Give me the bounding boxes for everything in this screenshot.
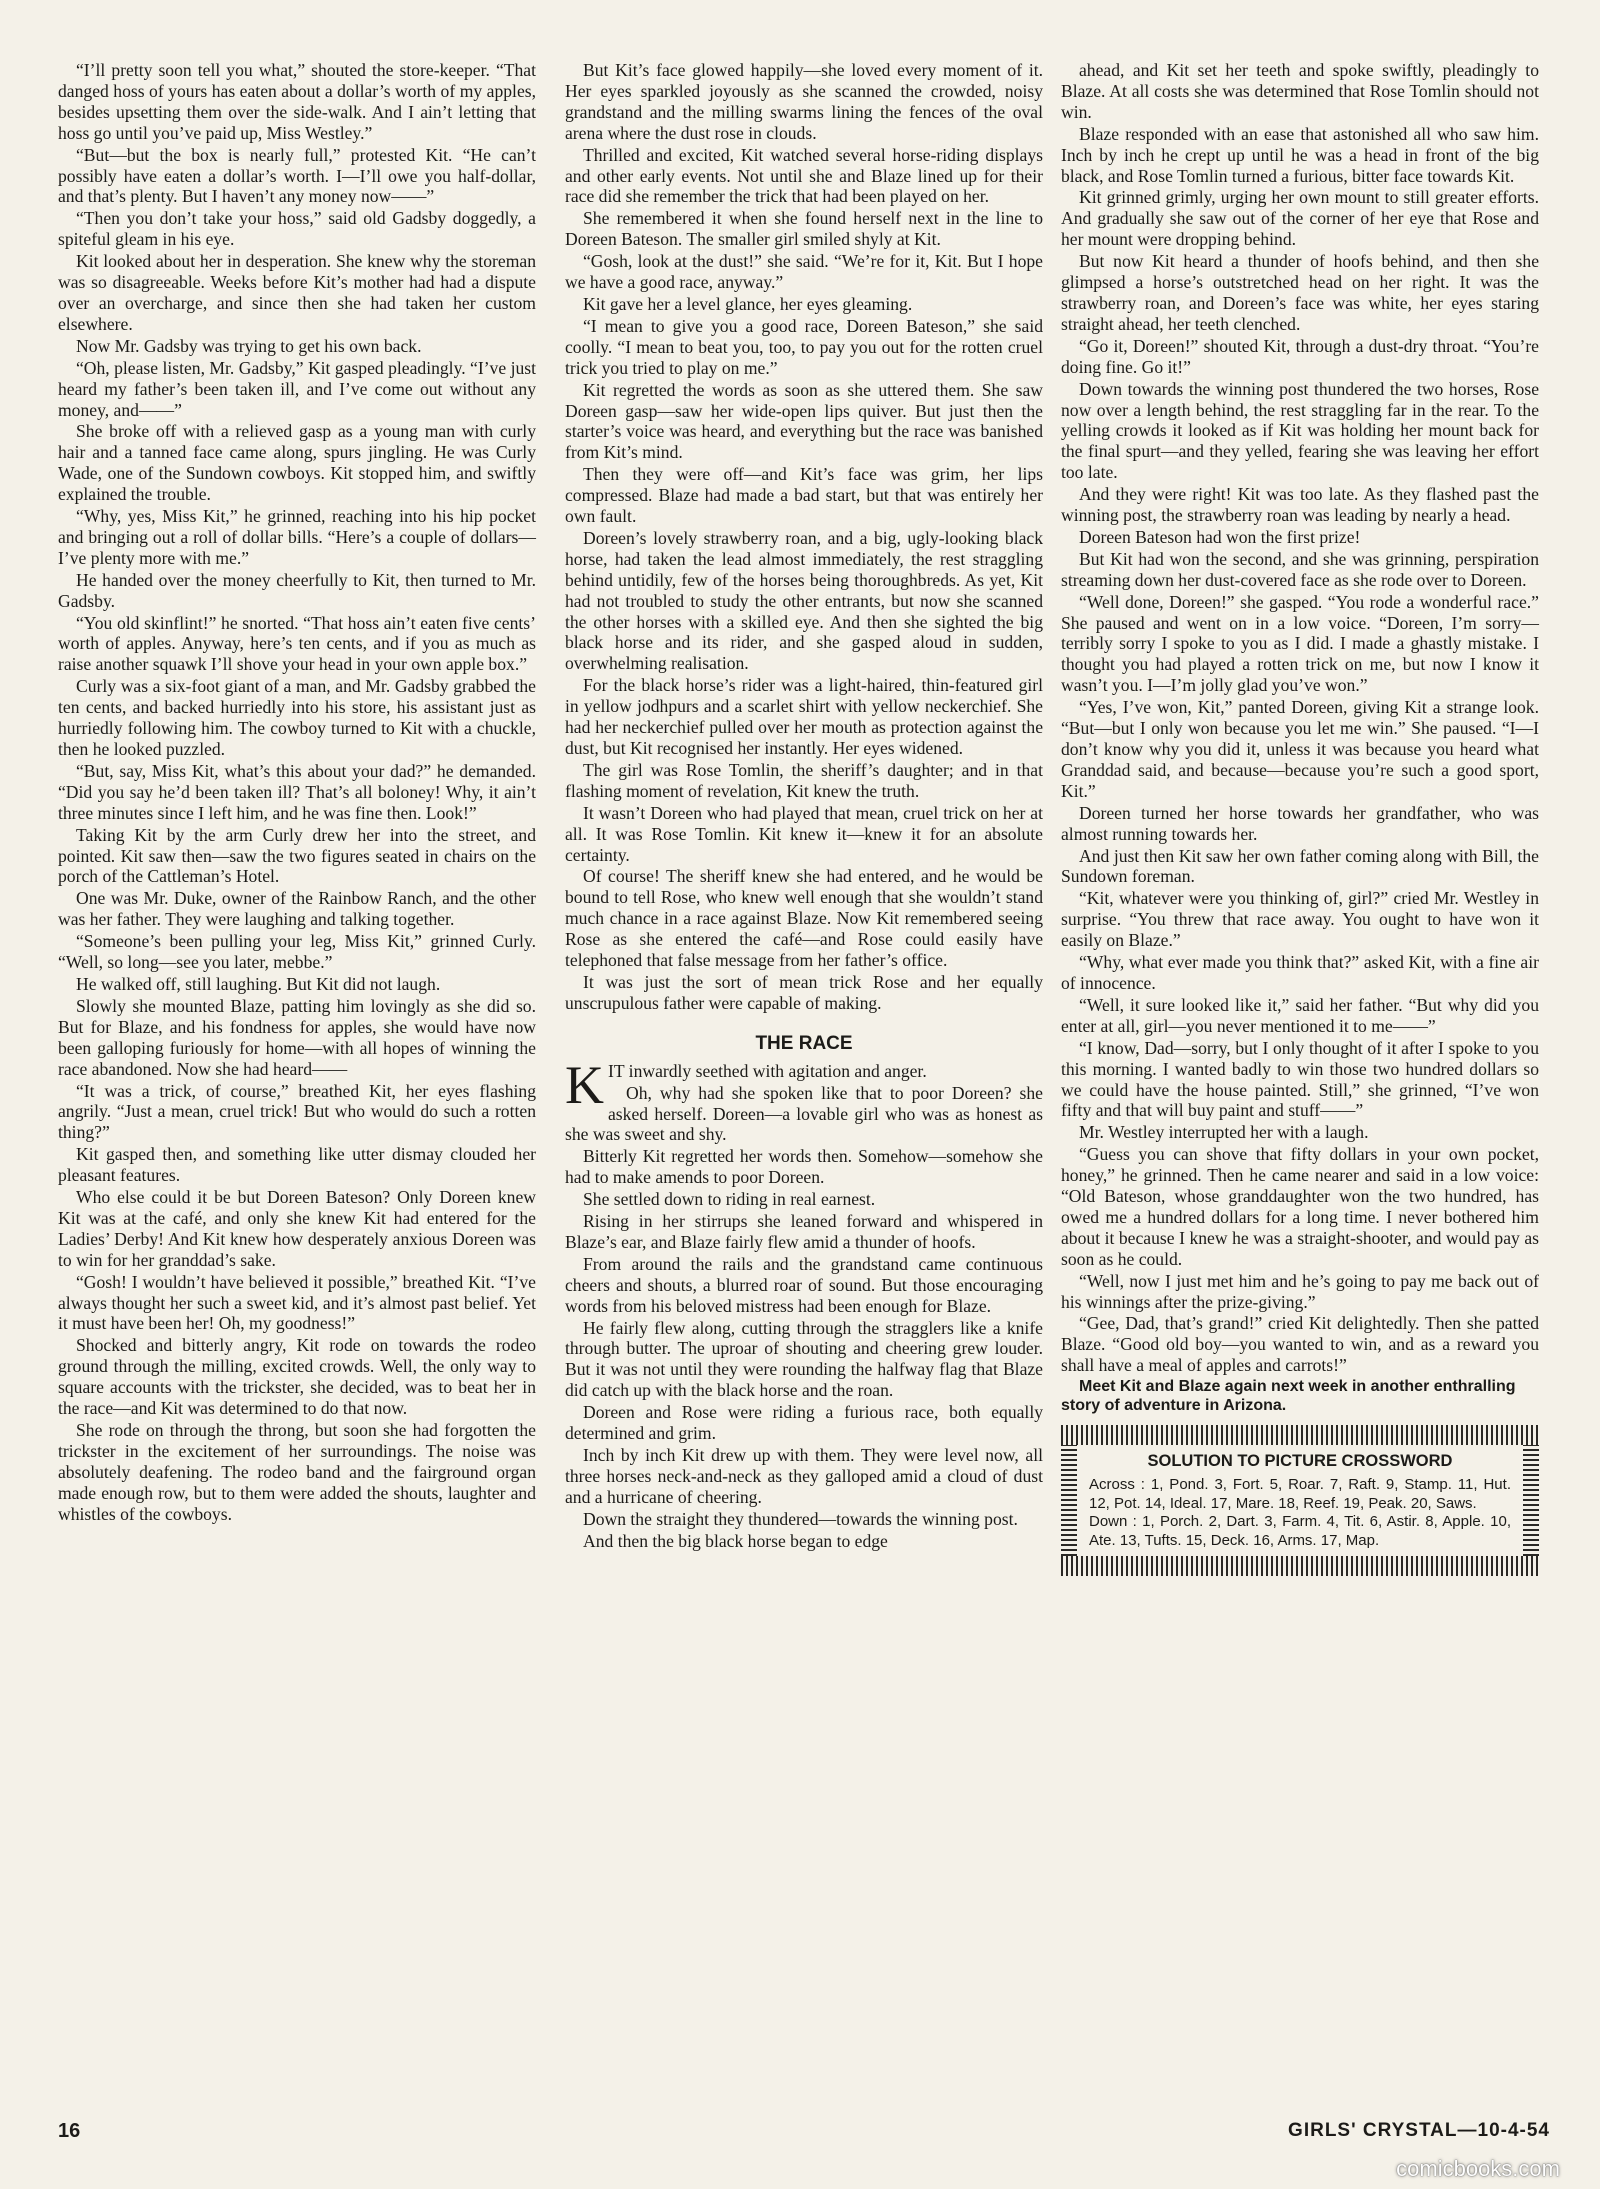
- story-paragraph: Slowly she mounted Blaze, patting him lovingly as she did so. But for Blaze, and his fondness for apples, she would have now been galloping furiously for home—with all hopes of winning the race abandoned. Now she had heard——: [58, 995, 536, 1079]
- story-paragraph: “Why, what ever made you think that?” asked Kit, with a fine air of innocence.: [1061, 952, 1539, 993]
- story-paragraph: She remembered it when she found herself next in the line to Doreen Bateson. The smaller girl smiled shyly at Kit.: [565, 208, 1043, 250]
- story-paragraph: “Then you don’t take your hoss,” said old Gadsby doggedly, a spiteful gleam in his eye.: [58, 208, 536, 250]
- story-paragraph: “But, say, Miss Kit, what’s this about your dad?” he demanded. “Did you say he’d been taken ill? That’s all boloney! Why, it ain’t three minutes since I left him, and he was fine then. Look!”: [58, 760, 536, 823]
- story-paragraph: “Oh, please listen, Mr. Gadsby,” Kit gasped pleadingly. “I’ve just heard my father’s been taken ill, and I’ve come out without any money, and——”: [58, 357, 536, 420]
- next-week-teaser: Meet Kit and Blaze again next week in another enthralling story of adventure in Arizona.: [1061, 1378, 1516, 1415]
- box-right-border: [1523, 1445, 1539, 1556]
- story-paragraph: Doreen’s lovely strawberry roan, and a big, ugly-looking black horse, had taken the lead almost immediately, the rest straggling behind untidily, few of the horses being thoroughbreds. As yet, Kit had not troubled to study the other entrants, but now she scanned the other horses with a skilled eye. And then she sighted the big black horse and its rider, and she gasped aloud in sudden, overwhelming realisation.: [565, 527, 1043, 674]
- story-paragraph: It was just the sort of mean trick Rose and her equally unscrupulous father were capable of making.: [565, 971, 1043, 1013]
- story-paragraph: Curly was a six-foot giant of a man, and Mr. Gadsby grabbed the ten cents, and backed hurriedly into his store, his assistant just as hurriedly following him. The cowboy turned to Kit with a chuckle, then he looked puzzled.: [58, 676, 536, 759]
- story-paragraph: Oh, why had she spoken like that to poor Doreen? she asked herself. Doreen—a lovable girl who was as honest as she was sweet and shy.: [565, 1082, 1043, 1145]
- story-paragraph: But Kit’s face glowed happily—she loved every moment of it. Her eyes sparkled joyously as she scanned the crowded, noisy grandstand and the milling swarms lining the fences of the oval arena where the dust rose in clouds.: [565, 60, 1043, 143]
- story-paragraph: She settled down to riding in real earnest.: [583, 1189, 876, 1210]
- drop-cap: K: [565, 1054, 604, 1115]
- story-paragraph: “Well, now I just met him and he’s going to pay me back out of his winnings after the prize-giving.”: [1061, 1270, 1539, 1312]
- story-paragraph: The girl was Rose Tomlin, the sheriff’s daughter; and in that flashing moment of revelation, Kit knew the truth.: [565, 759, 1043, 801]
- story-column-2: [565, 60, 1043, 1553]
- story-paragraph: Kit gasped then, and something like utter dismay clouded her pleasant features.: [58, 1144, 536, 1186]
- story-paragraph: “Kit, whatever were you thinking of, girl?” cried Mr. Westley in surprise. “You threw that race away. You ought to have won it easily on Blaze.”: [1061, 888, 1539, 951]
- story-paragraph: And they were right! Kit was too late. As they flashed past the winning post, the strawberry roan was leading by nearly a head.: [1061, 484, 1539, 526]
- story-paragraph: Doreen turned her horse towards her grandfather, who was almost running towards her.: [1061, 802, 1539, 844]
- story-paragraph: Mr. Westley interrupted her with a laugh.: [1079, 1122, 1369, 1143]
- story-paragraph: Blaze responded with an ease that astonished all who saw him. Inch by inch he crept up until he was a head in front of the big black, and Rose Tomlin turned a furious, bitter face towards Kit.: [1061, 123, 1539, 186]
- story-paragraph: Shocked and bitterly angry, Kit rode on towards the rodeo ground through the milling, excited crowds. Well, the only way to square accounts with the trickster, she decided, was to beat her in the race—and Kit was determined to do that now.: [58, 1335, 536, 1419]
- story-paragraph: And then the big black horse began to edge: [583, 1530, 888, 1551]
- story-paragraph: “Gosh! I wouldn’t have believed it possible,” breathed Kit. “I’ve always thought her such a sweet kid, and it’s almost past belief. Yet it must have been her! Oh, my goodness!”: [58, 1271, 536, 1334]
- story-paragraph: Down towards the winning post thundered the two horses, Rose now over a length behind, the rest straggling far in the rear. To the yelling crowds it looked as if Kit was holding her mount back for the final spurt—and they yelled, fearing she was leaving her effort too late.: [1061, 378, 1539, 483]
- story-paragraph: He fairly flew along, cutting through the stragglers like a knife through butter. The uproar of shouting and cheering grew louder. But it was not until they were rounding the halfway flag that Blaze did catch up with the black horse and the roan.: [565, 1317, 1043, 1401]
- story-paragraph: “But—but the box is nearly full,” protested Kit. “He can’t possibly have eaten a dollar’s worth. I—I’ll owe you half-dollar, and that’s plenty. But I haven’t any money now——”: [58, 144, 536, 207]
- story-column-3: [1061, 60, 1539, 1576]
- story-paragraph: “You old skinflint!” he snorted. “That hoss ain’t eaten five cents’ worth of apples. Anyway, here’s ten cents, and if you as much as raise another squawk I’ll shove your head in your own apple box.”: [58, 612, 536, 675]
- story-paragraph: And just then Kit saw her own father coming along with Bill, the Sundown foreman.: [1061, 845, 1539, 887]
- story-paragraph: Thrilled and excited, Kit watched several horse-riding displays and other early events. Not until she and Blaze lined up for their race did she remember the trick that had been played on her.: [565, 144, 1043, 207]
- story-paragraph: “I mean to give you a good race, Doreen Bateson,” she said coolly. “I mean to beat you, too, to pay you out for the rotten cruel trick you tried to play on me.”: [565, 315, 1043, 378]
- story-paragraph: She broke off with a relieved gasp as a young man with curly hair and a tanned face came along, spurs jingling. He was Curly Wade, one of the Sundown cowboys. Kit stopped him, and swiftly explained the trouble.: [58, 421, 536, 505]
- story-paragraph: Bitterly Kit regretted her words then. Somehow—somehow she had to make amends to poor Doreen.: [565, 1146, 1043, 1188]
- crossword-across: Across : 1, Pond. 3, Fort. 5, Roar. 7, Raft. 9, Stamp. 11, Hut. 12, Pot. 14, Ideal. 17, Mare. 18, Reef. 19, Peak. 20, Saws.: [1089, 1476, 1511, 1512]
- story-paragraph: But Kit had won the second, and she was grinning, perspiration streaming down her dust-covered face as she rode over to Doreen.: [1061, 548, 1539, 590]
- story-paragraph: Taking Kit by the arm Curly drew her into the street, and pointed. Kit saw then—saw the two figures seated in chairs on the porch of the Cattleman’s Hotel.: [58, 824, 536, 887]
- story-paragraph: “I’ll pretty soon tell you what,” shouted the store-keeper. “That danged hoss of yours has eaten about a dollar’s worth of my apples, besides upsetting them over the side-walk. And I ain’t letting that hoss go until you’ve paid up, Miss Westley.”: [58, 60, 536, 143]
- crossword-down: Down : 1, Porch. 2, Dart. 3, Farm. 4, Tit. 6, Astir. 8, Apple. 10, Ate. 13, Tufts. 15, Deck. 16, Arms. 17, Map.: [1089, 1513, 1511, 1549]
- story-paragraph: “Gosh, look at the dust!” she said. “We’re for it, Kit. But I hope we have a good race, anyway.”: [565, 251, 1043, 293]
- story-paragraph: Doreen Bateson had won the first prize!: [1079, 526, 1361, 547]
- story-paragraph: Kit regretted the words as soon as she uttered them. She saw Doreen gasp—saw her wide-open lips quiver. But just then the starter’s voice was heard, and everything but the race was banished from Kit’s mind.: [565, 379, 1043, 463]
- page-number: 16: [58, 2120, 81, 2142]
- story-paragraph: Of course! The sheriff knew she had entered, and he would be bound to tell Rose, who knew well enough that she wouldn’t stand much chance in a race against Blaze. Now Kit remembered seeing Rose as she entered the café—and Rose could easily have telephoned that false message from her father’s office.: [565, 866, 1043, 971]
- story-paragraph: Kit grinned grimly, urging her own mount to still greater efforts. And gradually she saw out of the corner of her eye that Rose and her mount were dropping behind.: [1061, 187, 1539, 250]
- story-paragraph: From around the rails and the grandstand came continuous cheers and shouts, a blurred roar of sound. But those encouraging words from his beloved mistress had been enough for Blaze.: [565, 1253, 1043, 1316]
- crossword-solution-box: [1061, 1425, 1539, 1576]
- crossword-title: SOLUTION TO PICTURE CROSSWORD: [1147, 1452, 1453, 1471]
- story-paragraph: Down the straight they thundered—towards the winning post.: [583, 1508, 1018, 1529]
- watermark: comicbooks.com: [1396, 2156, 1560, 2181]
- box-bottom-border: [1061, 1556, 1539, 1576]
- story-paragraph: For the black horse’s rider was a light-haired, thin-featured girl in yellow jodhpurs and a scarlet shirt with yellow neckerchief. She had her neckerchief pulled over her mouth as protection against the dust, but Kit recognised her instantly. Her eyes widened.: [565, 675, 1043, 758]
- story-paragraph: She rode on through the throng, but soon she had forgotten the trickster in the excitement of her surroundings. The noise was absolutely deafening. The rodeo band and the fairground organ made enough row, but to them were added the shouts, laughter and whistles of the cowboys.: [58, 1420, 536, 1524]
- story-paragraph: It wasn’t Doreen who had played that mean, cruel trick on her at all. It was Rose Tomlin. Kit knew it—knew it for an absolute certainty.: [565, 802, 1043, 865]
- box-top-border: [1061, 1425, 1539, 1445]
- story-paragraph: Then they were off—and Kit’s face was grim, her lips compressed. Blaze had made a bad start, but that was entirely her own fault.: [565, 464, 1043, 527]
- story-paragraph: Rising in her stirrups she leaned forward and whispered in Blaze’s ear, and Blaze fairly flew amid a thunder of hoofs.: [565, 1211, 1043, 1252]
- story-paragraph: “It was a trick, of course,” breathed Kit, her eyes flashing angrily. “Just a mean, cruel trick! But who would do such a rotten thing?”: [58, 1080, 536, 1143]
- story-paragraph: “Go it, Doreen!” shouted Kit, through a dust-dry throat. “You’re doing fine. Go it!”: [1061, 335, 1539, 377]
- story-paragraph: ahead, and Kit set her teeth and spoke swiftly, pleadingly to Blaze. At all costs she was determined that Rose Tomlin should not win.: [1061, 60, 1539, 122]
- story-paragraph: Inch by inch Kit drew up with them. They were level now, all three horses neck-and-neck as they galloped amid a cloud of dust and a hurricane of cheering.: [565, 1445, 1043, 1507]
- story-paragraph: Who else could it be but Doreen Bateson? Only Doreen knew Kit was at the café, and only she knew Kit had entered for the Ladies’ Derby! And Kit knew how desperately anxious Doreen was to win for her granddad’s sake.: [58, 1187, 536, 1270]
- story-paragraph: One was Mr. Duke, owner of the Rainbow Ranch, and the other was her father. They were laughing and talking together.: [58, 888, 536, 930]
- story-paragraph: “Guess you can shove that fifty dollars in your own pocket, honey,” he grinned. Then he came nearer and said in a low voice: “Old Bateson, whose granddaughter won the two hundred, has owed me a hundred dollars for a long time. I never bothered him about it because I knew he was a straight-shooter, and would pay as soon as he could.: [1061, 1144, 1539, 1269]
- story-paragraph: “Well done, Doreen!” she gasped. “You rode a wonderful race.” She paused and went on in a low voice. “Doreen, I’m sorry—terribly sorry I spoke to you as I did. I made a ghastly mistake. I thought you had played a rotten trick on me, but now I know it wasn’t you. I—I’m jolly glad you’ve won.”: [1061, 591, 1539, 696]
- story-paragraph: Kit gave her a level glance, her eyes gleaming.: [583, 293, 913, 314]
- story-paragraph: But now Kit heard a thunder of hoofs behind, and then she glimpsed a horse’s outstretched head on her right. It was the strawberry roan, and Doreen’s face was white, her eyes staring straight ahead, her teeth clenched.: [1061, 251, 1539, 334]
- story-paragraph: He walked off, still laughing. But Kit did not laugh.: [76, 973, 441, 994]
- story-paragraph: Doreen and Rose were riding a furious race, both equally determined and grim.: [565, 1402, 1043, 1444]
- story-paragraph: Now Mr. Gadsby was trying to get his own back.: [76, 335, 422, 356]
- story-paragraph: “Gee, Dad, that’s grand!” cried Kit delightedly. Then she patted Blaze. “Good old boy—you wanted to win, and as a reward you shall have a meal of apples and carrots!”: [1061, 1313, 1539, 1376]
- story-paragraph: “Someone’s been pulling your leg, Miss Kit,” grinned Curly. “Well, so long—see you later, mebbe.”: [58, 931, 536, 973]
- story-paragraph: “Yes, I’ve won, Kit,” panted Doreen, giving Kit a strange look. “But—but I only won because you let me win.” She paused. “I—I don’t know why you did it, unless it was because you heard what Granddad said, and because—because you’re such a good sport, Kit.”: [1061, 697, 1539, 801]
- story-paragraph: “I know, Dad—sorry, but I only thought of it after I spoke to you this morning. I wanted badly to win those two hundred dollars so we could have the house painted. Still,” she grinned, “I’ve won fifty and that will buy paint and stuff——”: [1061, 1037, 1539, 1121]
- magazine-issue: GIRLS' CRYSTAL—10-4-54: [1288, 2120, 1550, 2141]
- story-column-1: [58, 60, 536, 1526]
- story-paragraph: He handed over the money cheerfully to Kit, then turned to Mr. Gadsby.: [58, 569, 536, 611]
- dropcap-paragraph: KIT inwardly seethed with agitation and anger.: [565, 1054, 927, 1115]
- section-heading: THE RACE: [755, 1032, 853, 1054]
- story-paragraph: “Well, it sure looked like it,” said her father. “But why did you enter at all, girl—you never mentioned it to me——”: [1061, 994, 1539, 1036]
- story-paragraph: “Why, yes, Miss Kit,” he grinned, reaching into his hip pocket and bringing out a roll of dollar bills. “Here’s a couple of dollars—I’ve plenty more with me.”: [58, 506, 536, 568]
- story-paragraph: Kit looked about her in desperation. She knew why the storeman was so disagreeable. Weeks before Kit’s mother had had a dispute over an overcharge, and since then she had taken her custom elsewhere.: [58, 251, 536, 334]
- box-left-border: [1061, 1445, 1077, 1556]
